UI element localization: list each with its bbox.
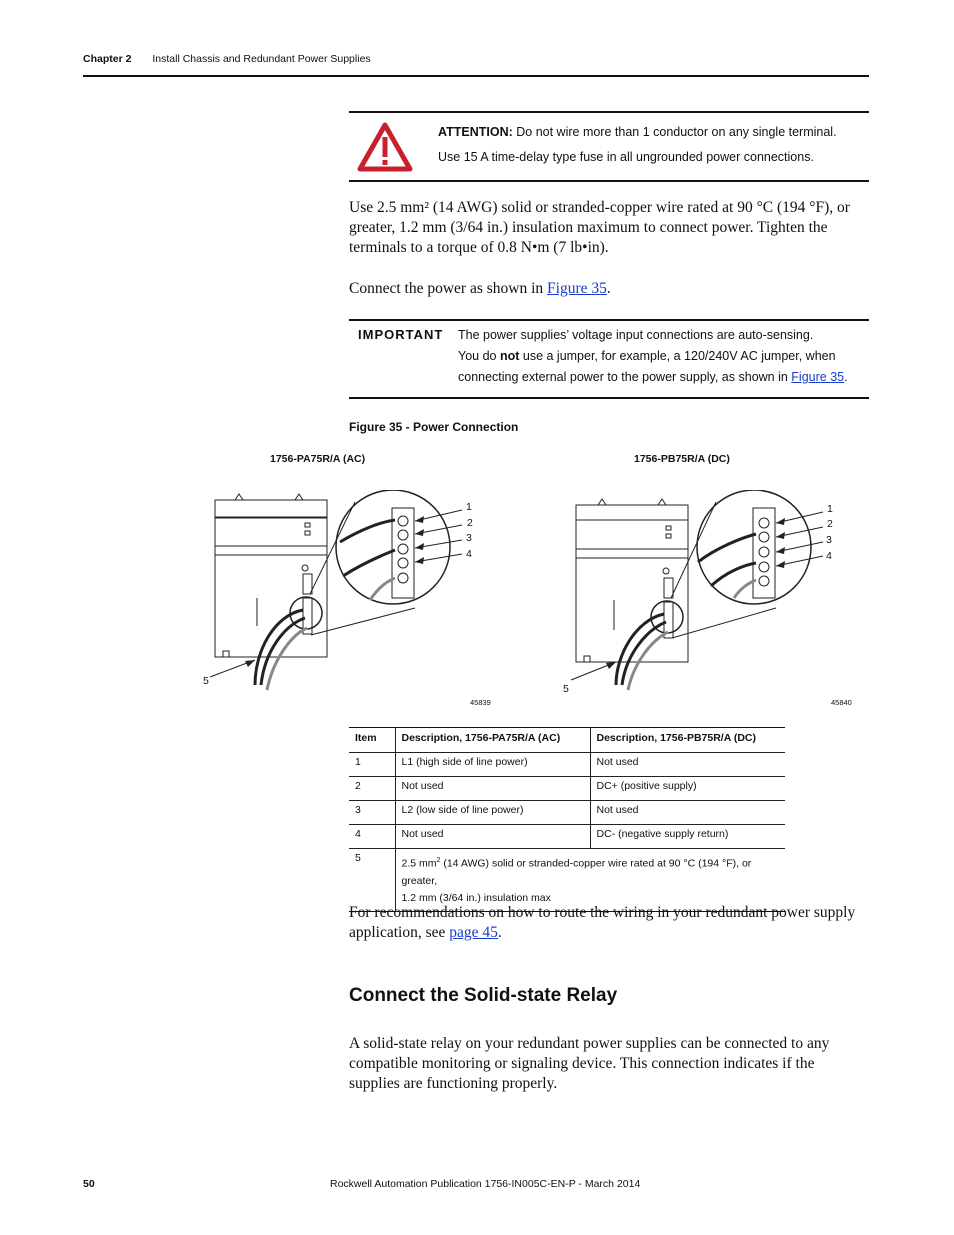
attention-top-rule	[349, 111, 869, 113]
dc-power-connection-diagram	[556, 490, 846, 715]
table-cell-item: 2	[349, 777, 395, 801]
important-line-3-suffix: .	[844, 370, 848, 384]
wire-spec-paragraph: Use 2.5 mm² (14 AWG) solid or stranded-copper wire rated at 90 °C (194 °F), or greater, 1.2 mm (3/64 in.) insulation maximum to connect power. Tighten the terminals to a torque of 0.8 N•m (7 lb•in).	[349, 199, 850, 256]
right-figure-title: 1756-PB75R/A (DC)	[634, 453, 730, 465]
attention-text	[438, 120, 868, 170]
table-cell-ac: L1 (high side of line power)	[395, 753, 590, 777]
routing-suffix: .	[497, 924, 502, 941]
section-paragraph: A solid-state relay on your redundant power supplies can be connected to any compatible monitoring or signaling device. This connection indicates if the supplies are functioning properly.	[349, 1035, 830, 1092]
table-cell-item: 1	[349, 753, 395, 777]
left-callout-3: 3	[466, 532, 472, 544]
attention-label: ATTENTION:	[438, 125, 513, 139]
left-callout-2: 2	[467, 517, 473, 529]
wire-spec-b: (14 AWG) solid or stranded-copper wire rated at 90 °C (194 °F), or greater,	[401, 857, 752, 887]
table-row	[349, 753, 785, 777]
header-rule	[83, 75, 869, 77]
connect-power-paragraph	[349, 279, 869, 299]
left-callout-4: 4	[466, 548, 472, 560]
important-line-1: The power supplies’ voltage input connections are auto-sensing.	[458, 328, 814, 342]
right-callout-3: 3	[826, 534, 832, 546]
right-callout-4: 4	[826, 550, 832, 562]
table-cell-ac: Not used	[395, 777, 590, 801]
important-not: not	[499, 349, 520, 363]
left-callout-1: 1	[466, 501, 472, 513]
important-line-2-prefix: You do	[458, 349, 500, 363]
table-cell-dc: Not used	[590, 801, 785, 825]
section-heading: Connect the Solid-state Relay	[349, 985, 618, 1006]
item-description-table	[349, 727, 785, 912]
table-row	[349, 777, 785, 801]
page-45-link[interactable]: page 45	[449, 924, 498, 941]
publication-footer: Rockwell Automation Publication 1756-IN005C-EN-P - March 2014	[330, 1178, 641, 1190]
figure-35-link[interactable]: Figure 35	[547, 280, 607, 297]
connect-power-prefix: Connect the power as shown in	[349, 280, 548, 297]
table-cell-item: 5	[349, 849, 395, 912]
important-text	[458, 325, 868, 388]
important-label: IMPORTANT	[358, 327, 444, 342]
attention-bottom-rule	[349, 180, 869, 182]
wire-spec-c: 1.2 mm (3/64 in.) insulation max	[401, 891, 551, 904]
left-callout-5: 5	[203, 675, 209, 687]
table-cell-ac: Not used	[395, 825, 590, 849]
important-bottom-rule	[349, 397, 869, 399]
table-cell-dc: DC+ (positive supply)	[590, 777, 785, 801]
important-line-3-prefix: connecting external power to the power supply, as shown in	[458, 370, 792, 384]
attention-line-1: Do not wire more than 1 conductor on any single terminal.	[516, 125, 837, 139]
routing-paragraph	[349, 903, 869, 943]
chapter-label: Chapter 2	[83, 53, 132, 65]
table-row	[349, 849, 785, 912]
important-top-rule	[349, 319, 869, 321]
table-cell-dc: Not used	[590, 753, 785, 777]
chapter-title: Install Chassis and Redundant Power Supplies	[152, 53, 371, 65]
important-line-2-rest: use a jumper, for example, a 120/240V AC jumper, when	[519, 349, 836, 363]
wire-spec-sup: 2	[436, 857, 441, 864]
figure-caption: Figure 35 - Power Connection	[349, 420, 519, 434]
routing-prefix: For recommendations on how to route the wiring in your redundant power supply application, see	[349, 904, 856, 941]
running-header	[83, 53, 371, 65]
table-row	[349, 825, 785, 849]
table-header-item: Item	[349, 728, 395, 753]
table-cell-item: 4	[349, 825, 395, 849]
table-cell-item: 3	[349, 801, 395, 825]
table-row	[349, 801, 785, 825]
page-number: 50	[83, 1178, 95, 1190]
ac-power-connection-diagram	[195, 490, 485, 715]
right-callout-1: 1	[827, 503, 833, 515]
left-figure-title: 1756-PA75R/A (AC)	[270, 453, 366, 465]
wire-spec-a: 2.5 mm	[401, 857, 437, 870]
right-callout-5: 5	[563, 683, 569, 695]
left-figure-id: 45839	[470, 698, 491, 707]
right-callout-2: 2	[827, 518, 833, 530]
table-cell-dc: DC- (negative supply return)	[590, 825, 785, 849]
table-cell-ac: L2 (low side of line power)	[395, 801, 590, 825]
table-header-row	[349, 728, 785, 753]
table-header-ac: Description, 1756-PA75R/A (AC)	[395, 728, 590, 753]
connect-power-suffix: .	[606, 280, 611, 297]
important-figure-35-link[interactable]: Figure 35	[791, 370, 845, 384]
table-cell-wire-spec	[395, 849, 785, 912]
right-figure-id: 45840	[831, 698, 852, 707]
attention-line-2: Use 15 A time-delay type fuse in all ungrounded power connections.	[438, 150, 814, 164]
table-header-dc: Description, 1756-PB75R/A (DC)	[590, 728, 785, 753]
warning-triangle-icon	[357, 120, 413, 174]
